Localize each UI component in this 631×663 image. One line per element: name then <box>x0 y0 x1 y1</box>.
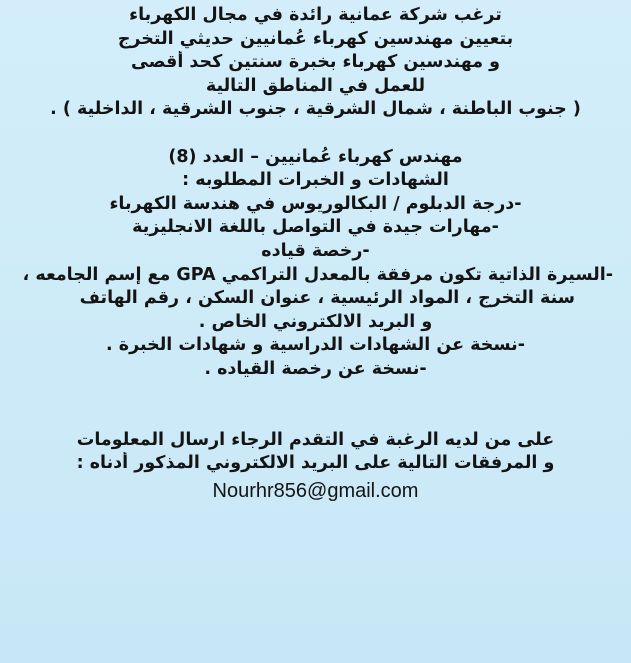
requirement-item: -نسخة عن رخصة القياده . <box>204 358 427 379</box>
requirement-item: -مهارات جيدة في التواصل باللغة الانجليزية <box>132 217 499 238</box>
closing-line: و المرفقات التالية على البريد الالكتروني المذكور أدناه : <box>76 453 555 474</box>
regions-line: ( جنوب الباطنة ، شمال الشرقية ، جنوب الشرقية ، الداخلية ) . <box>50 99 581 120</box>
requirement-item: سنة التخرج ، المواد الرئيسية ، عنوان السكن ، رقم الهاتف <box>79 288 575 309</box>
spacer <box>0 405 631 429</box>
position-title: مهندس كهرباء عُمانيين – العدد (8) <box>168 146 463 167</box>
requirement-item: و البريد الالكتروني الخاص . <box>198 311 433 332</box>
closing-line: على من لديه الرغبة في التقدم الرجاء ارسال المعلومات <box>76 429 555 450</box>
requirement-item: -رخصة قياده <box>261 240 370 261</box>
intro-line: ترغب شركة عمانية رائدة في مجال الكهرباء <box>129 5 502 25</box>
contact-email[interactable]: Nourhr856@gmail.com <box>212 479 419 502</box>
requirement-item: -درجة الدبلوم / البكالوريوس في هندسة الكهرباء <box>109 193 522 214</box>
spacer <box>0 382 631 406</box>
spacer <box>0 122 631 146</box>
intro-line: و مهندسين كهرباء بخبرة سنتين كحد أقصى <box>130 52 501 73</box>
requirements-heading: الشهادات و الخبرات المطلوبه : <box>182 170 449 191</box>
requirement-item: -نسخة عن الشهادات الدراسية و شهادات الخبرة . <box>106 335 525 356</box>
intro-line: بتعيين مهندسين كهرباء عُمانيين حديثي التخرج <box>117 28 514 49</box>
intro-line: للعمل في المناطق التالية <box>205 75 426 96</box>
requirement-item: -السيرة الذاتية تكون مرفقة بالمعدل التراكمي GPA مع إسم الجامعه ، <box>22 264 613 285</box>
